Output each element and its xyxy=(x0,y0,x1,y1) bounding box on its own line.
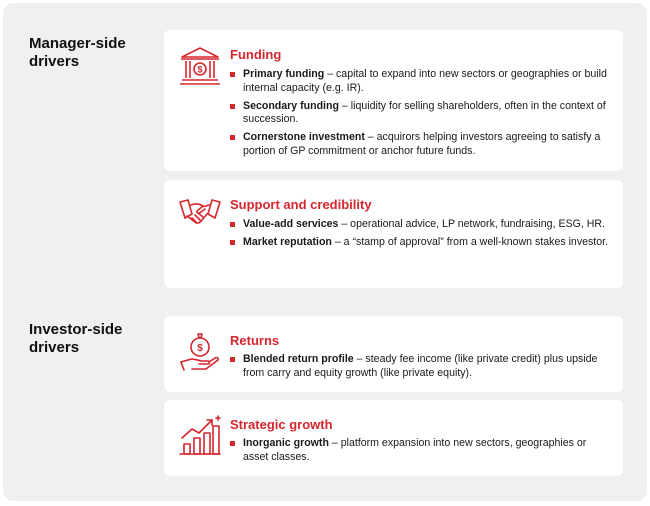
growth-bullets xyxy=(230,437,613,469)
list-item: Inorganic growth – platform expansion into new sectors, geographies or asset classes. xyxy=(230,437,613,464)
returns-title: Returns xyxy=(230,333,280,348)
growth-card xyxy=(164,400,623,476)
support-title: Support and credibility xyxy=(230,197,372,212)
manager-side-label: Manager-side drivers xyxy=(29,35,126,70)
returns-bullets xyxy=(230,353,613,385)
growth-title: Strategic growth xyxy=(230,417,333,432)
list-item: Blended return profile – steady fee income (like private credit) plus upside from carry and equity growth (like private equity). xyxy=(230,353,613,380)
list-item: Market reputation – a “stamp of approval” from a well-known stakes investor. xyxy=(230,236,613,250)
support-card xyxy=(164,180,623,288)
list-item: Value-add services – operational advice, LP network, fundraising, ESG, HR. xyxy=(230,218,613,232)
returns-card xyxy=(164,316,623,392)
funding-title: Funding xyxy=(230,47,282,62)
drivers-panel xyxy=(3,3,647,501)
svg-text:$: $ xyxy=(197,64,203,75)
funding-card xyxy=(164,30,623,171)
funding-bullets xyxy=(230,68,613,163)
list-item: Primary funding – capital to expand into new sectors or geographies or build internal capacity (e.g. IR). xyxy=(230,68,613,95)
list-item: Secondary funding – liquidity for selling shareholders, often in the context of succession. xyxy=(230,100,613,127)
bank-icon xyxy=(178,44,222,88)
money-hand-icon xyxy=(178,330,222,374)
investor-side-label: Investor-side drivers xyxy=(29,321,123,356)
list-item: Cornerstone investment – acquirors helping investors agreeing to satisfy a portion of GP commitment or anchor future funds. xyxy=(230,131,613,158)
support-bullets xyxy=(230,218,613,254)
handshake-icon xyxy=(178,194,222,238)
growth-chart-icon xyxy=(178,414,222,458)
svg-text:$: $ xyxy=(197,343,203,354)
